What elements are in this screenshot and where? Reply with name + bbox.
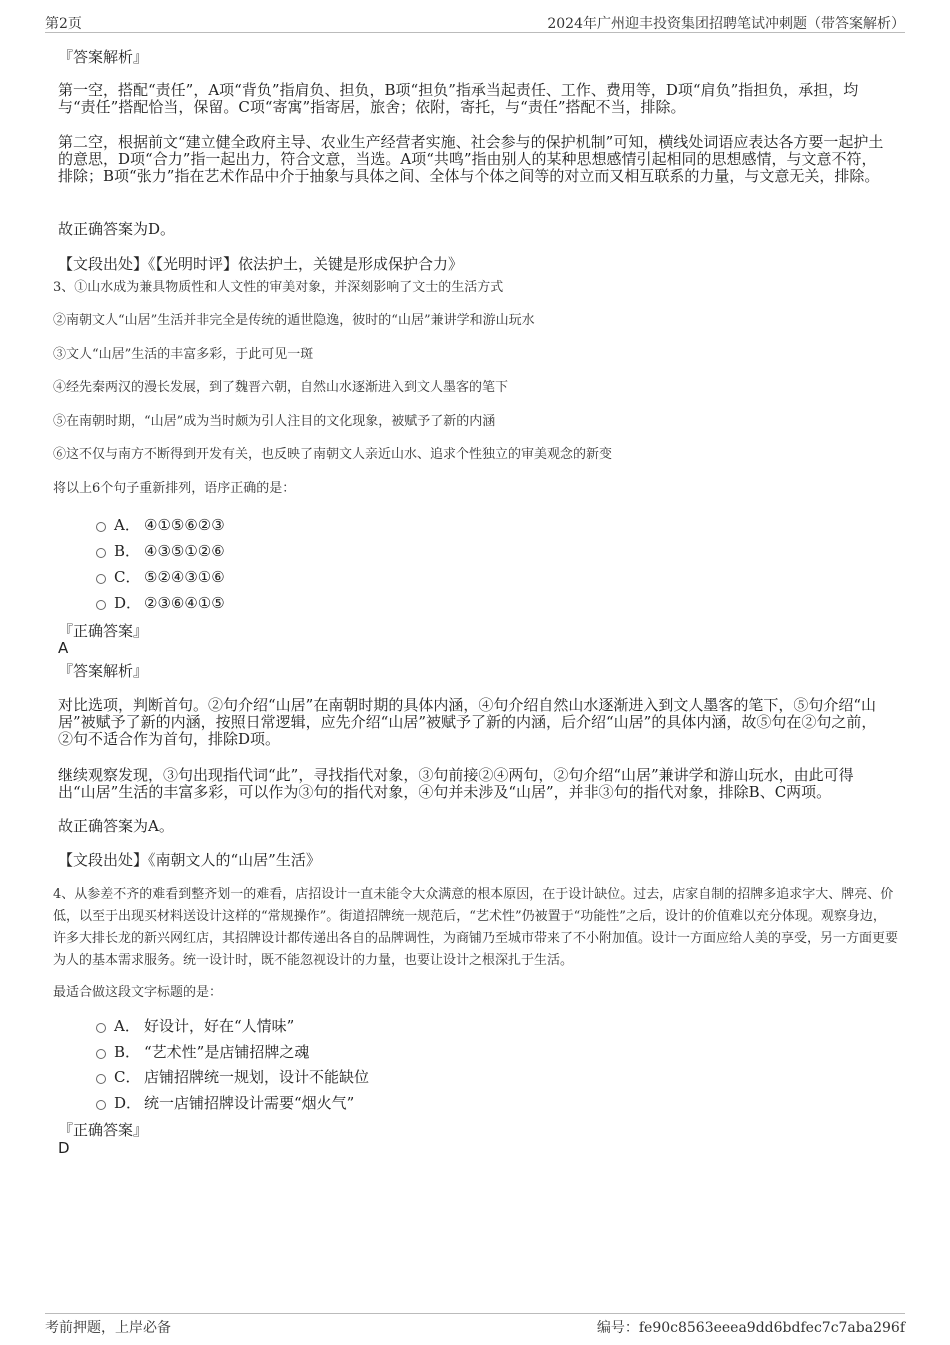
q3-conclusion: 故正确答案为A。 (58, 817, 174, 835)
footer-slogan: 考前押题，上岸必备 (45, 1320, 171, 1336)
radio-icon[interactable] (96, 522, 106, 532)
radio-icon[interactable] (96, 1049, 106, 1059)
q3-analysis-label: 『答案解析』 (58, 662, 149, 680)
radio-icon[interactable] (96, 1100, 106, 1110)
q4-option-a[interactable]: A． 好设计，好在“人情味” (96, 1016, 294, 1036)
q3-sentence-2: ②南朝文人“山居”生活并非完全是传统的遁世隐逸，彼时的“山居”兼讲学和游山玩水 (53, 313, 535, 328)
radio-icon[interactable] (96, 548, 106, 558)
q4-stem: 4、从参差不齐的难看到整齐划一的难看，店招设计一直未能令大众满意的根本原因，在于设计缺位。过去，店家自制的招牌多追求字大、牌亮、价低，以至于出现买材料送设计这样的“常规操作”。街道招牌统一规范后，“艺术性”仍被置于“功能性”之后，设计的价值难以充分体现。观察身边，许多大排长龙的新兴网红店，其招牌设计都传递出各自的品牌调性，为商铺乃至城市带来了不小附加值。设计一方面应给人美的享受，另一方面更要为人的基本需求服务。统一设计时，既不能忽视设计的力量，也要让设计之根深扎于生活。 (53, 887, 899, 968)
document-title: 2024年广州迎丰投资集团招聘笔试冲刺题（带答案解析） (547, 16, 905, 32)
q3-option-d[interactable]: D． ②③⑥④①⑤ (96, 593, 225, 613)
radio-icon[interactable] (96, 1023, 106, 1033)
q2-conclusion: 故正确答案为D。 (58, 220, 176, 238)
q2-source: 【文段出处】《【光明时评】依法护土，关键是形成保护合力》 (58, 255, 464, 273)
q2-analysis-label: 『答案解析』 (58, 48, 149, 66)
q3-sentence-1: 3、①山水成为兼具物质性和人文性的审美对象，并深刻影响了文士的生活方式 (53, 280, 504, 295)
q3-analysis-para-2: 继续观察发现，③句出现指代词“此”，寻找指代对象，③句前接②④两句，②句介绍“山居”兼讲学和游山玩水，由此可得出“山居”生活的丰富多彩，可以作为③句的指代对象，④句并未涉及“山居”，并非③句的指代对象，排除B、C两项。 (58, 766, 854, 801)
q3-answer-label: 『正确答案』 (58, 622, 149, 640)
q4-option-c[interactable]: C． 店铺招牌统一规划，设计不能缺位 (96, 1067, 369, 1087)
q3-answer: A (58, 639, 69, 657)
document-code: 编号：fe90c8563eeea9dd6bdfec7c7aba296f (596, 1320, 905, 1336)
q3-option-c[interactable]: C． ⑤②④③①⑥ (96, 567, 225, 587)
q3-source: 【文段出处】《南朝文人的“山居”生活》 (58, 851, 321, 869)
q3-sentence-5: ⑤在南朝时期，“山居”成为当时颇为引人注目的文化现象，被赋予了新的内涵 (53, 414, 496, 429)
q4-option-b[interactable]: B． “艺术性”是店铺招牌之魂 (96, 1042, 309, 1062)
page-footer (45, 1313, 905, 1336)
q4-answer-label: 『正确答案』 (58, 1121, 149, 1139)
radio-icon[interactable] (96, 1074, 106, 1084)
q3-prompt: 将以上6个句子重新排列，语序正确的是： (53, 481, 296, 496)
q4-answer: D (58, 1139, 70, 1157)
q3-sentence-4: ④经先秦两汉的漫长发展，到了魏晋六朝，自然山水逐渐进入到文人墨客的笔下 (53, 380, 509, 395)
q2-analysis-para-2: 第二空，根据前文“建立健全政府主导、农业生产经营者实施、社会参与的保护机制”可知，横线处词语应表达各方要一起护土的意思，D项“合力”指一起出力，符合文意，当选。A项“共鸣”指由别人的某种思想感情引起相同的思想感情，与文意不符，排除；B项“张力”指在艺术作品中介于抽象与具体之间、全体与个体之间等的对立而又相互联系的力量，与文意无关，排除。 (58, 133, 884, 185)
page-header (45, 10, 905, 33)
q3-analysis-para-1: 对比选项，判断首句。②句介绍“山居”在南朝时期的具体内涵，④句介绍自然山水逐渐进入到文人墨客的笔下，⑤句介绍“山居”被赋予了新的内涵，按照日常逻辑，应先介绍“山居”被赋予了新的内涵，后介绍“山居”的具体内涵，故⑤句在②句之前，②句不适合作为首句，排除D项。 (58, 696, 877, 748)
q4-prompt: 最适合做这段文字标题的是： (53, 985, 223, 1000)
page-number: 第2页 (45, 16, 82, 32)
q3-sentence-6: ⑥这不仅与南方不断得到开发有关，也反映了南朝文人亲近山水、追求个性独立的审美观念的新变 (53, 447, 613, 462)
q3-option-a[interactable]: A． ④①⑤⑥②③ (96, 515, 225, 535)
q3-sentence-3: ③文人“山居”生活的丰富多彩，于此可见一斑 (53, 347, 314, 362)
radio-icon[interactable] (96, 574, 106, 584)
q4-option-d[interactable]: D． 统一店铺招牌设计需要“烟火气” (96, 1093, 354, 1113)
radio-icon[interactable] (96, 600, 106, 610)
q3-option-b[interactable]: B． ④③⑤①②⑥ (96, 541, 225, 561)
q2-analysis-para-1: 第一空，搭配“责任”，A项“背负”指肩负、担负，B项“担负”指承当起责任、工作、费用等，D项“肩负”指担负，承担，均与“责任”搭配恰当，保留。C项“寄寓”指寄居，旅舍；依附，寄托，与“责任”搭配不当，排除。 (58, 81, 859, 116)
